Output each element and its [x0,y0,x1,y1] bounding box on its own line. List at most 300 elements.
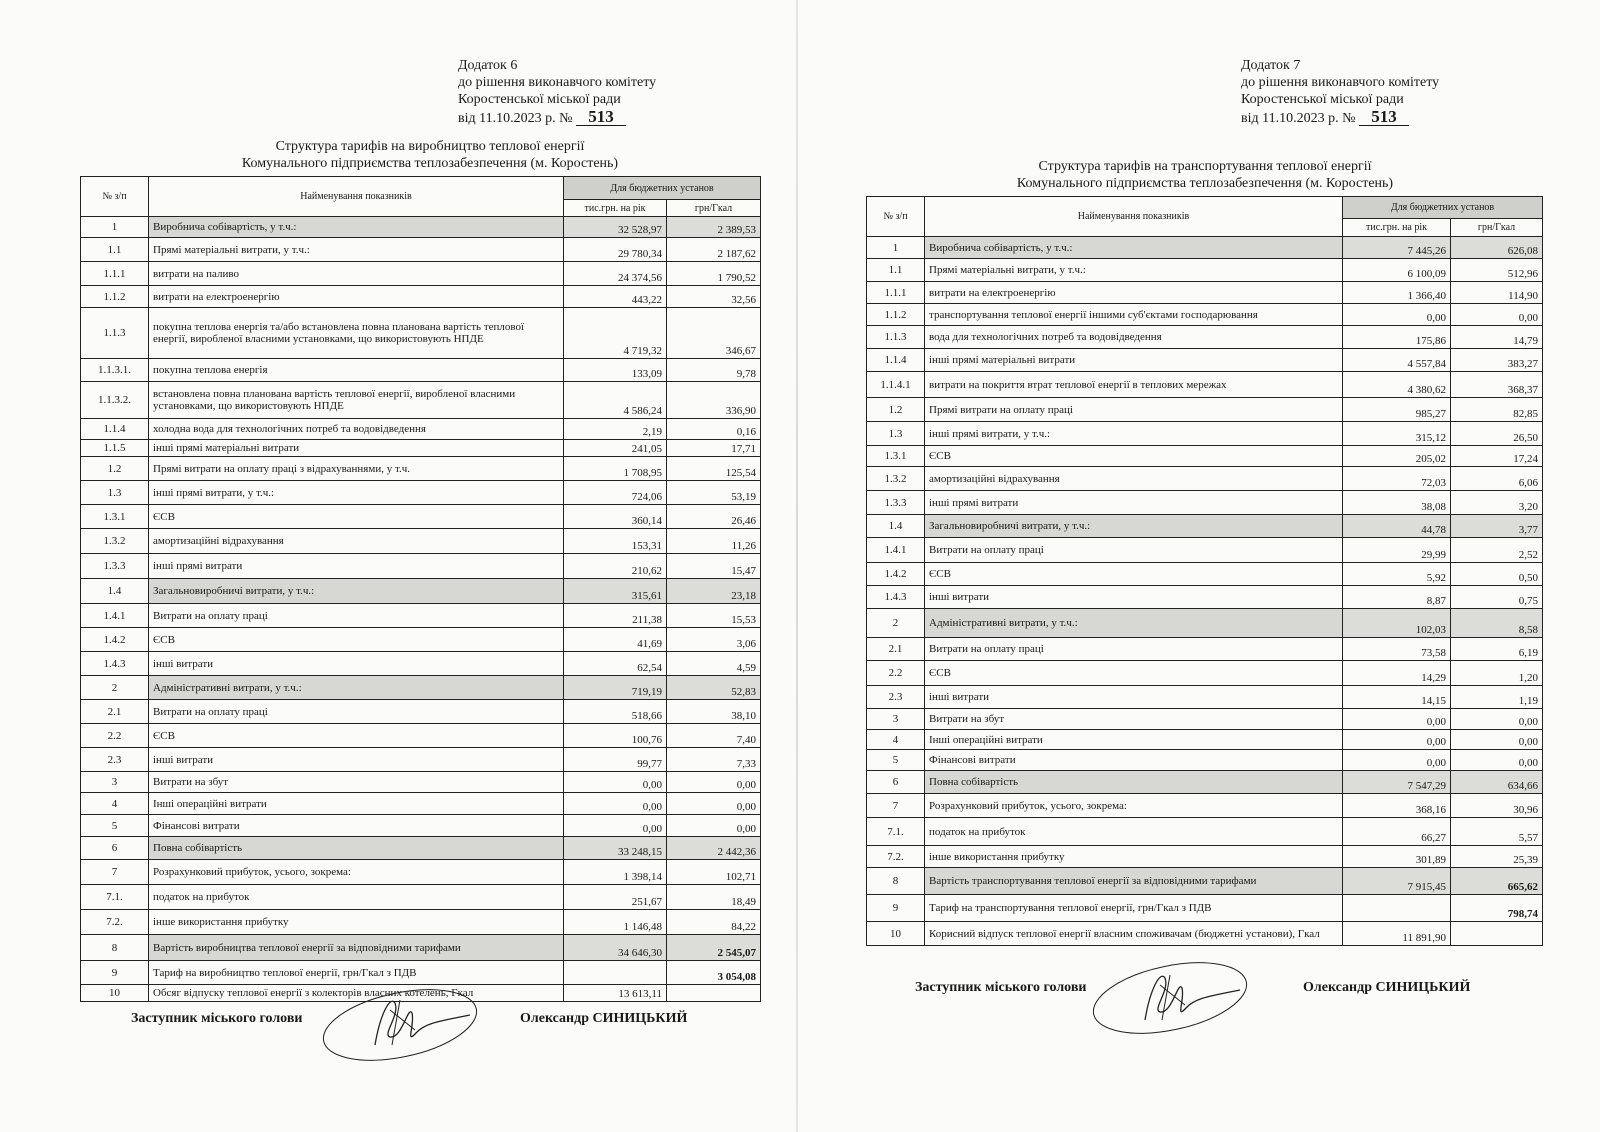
row-number: 7.1. [81,885,149,910]
row-value-uah-gcal: 0,00 [667,793,761,815]
row-number: 5 [867,750,925,771]
row-name: інші прямі витрати [925,491,1343,515]
row-number: 1.4.2 [81,628,149,652]
row-name: Фінансові витрати [149,815,564,837]
table-row [867,422,1543,446]
row-value-uah-gcal: 3,77 [1451,515,1543,538]
row-value-uah-gcal: 1,19 [1451,686,1543,709]
left-table-body [81,217,761,1002]
row-name: Загальновиробничі витрати, у т.ч.: [149,579,564,604]
left-addendum-date-line [458,108,656,127]
row-name: покупна теплова енергія [149,359,564,382]
table-row [867,491,1543,515]
row-value-thousand-uah: 315,12 [1343,422,1451,446]
row-number: 2.3 [867,686,925,709]
row-value-uah-gcal: 84,22 [667,910,761,935]
row-value-thousand-uah: 0,00 [564,772,667,793]
page-fold [796,0,798,1132]
row-number: 1.4.3 [867,586,925,609]
row-value-uah-gcal: 626,08 [1451,237,1543,259]
table-row [867,868,1543,895]
row-value-thousand-uah: 7 547,29 [1343,771,1451,794]
row-number: 2 [867,609,925,638]
row-name: податок на прибуток [925,818,1343,846]
row-number: 1.3.1 [81,505,149,529]
row-value-uah-gcal: 6,06 [1451,467,1543,491]
row-name: Вартість виробництва теплової енергії за відповідними тарифами [149,935,564,961]
row-number: 1.3 [867,422,925,446]
row-value-thousand-uah [564,961,667,985]
row-name: амортизаційні відрахування [149,529,564,554]
row-name: Повна собівартість [925,771,1343,794]
table-row [81,238,761,262]
row-number: 1.3 [81,481,149,505]
table-row [81,604,761,628]
row-number: 1.1 [81,238,149,262]
row-name: ЄСВ [149,505,564,529]
right-title-line: Структура тарифів на транспортування теплової енергії [1038,159,1372,174]
row-value-thousand-uah: 4 557,84 [1343,349,1451,372]
row-number: 1.1 [867,259,925,282]
row-value-uah-gcal: 0,00 [667,815,761,837]
right-addendum-line: до рішення виконавчого комітету [1241,75,1440,90]
row-name: транспортування теплової енергії іншими суб'єктами господарювання [925,304,1343,326]
row-value-uah-gcal: 25,39 [1451,846,1543,868]
row-number: 1.1.1 [81,262,149,286]
table-row [81,815,761,837]
row-number: 1.1.2 [867,304,925,326]
row-value-uah-gcal: 0,16 [667,419,761,440]
row-value-uah-gcal: 38,10 [667,700,761,724]
table-row [867,661,1543,686]
right-addendum-line: Додаток 7 [1241,58,1301,73]
row-name: Витрати на збут [149,772,564,793]
row-value-uah-gcal: 114,90 [1451,282,1543,304]
table-row [81,935,761,961]
row-name: Вартість транспортування теплової енергії за відповідними тарифами [925,868,1343,895]
row-value-uah-gcal: 8,58 [1451,609,1543,638]
table-row [867,515,1543,538]
table-row [81,676,761,700]
table-row [81,700,761,724]
row-number: 1.3.2 [867,467,925,491]
row-value-uah-gcal: 512,96 [1451,259,1543,282]
row-value-thousand-uah: 211,38 [564,604,667,628]
row-number: 2.3 [81,748,149,772]
row-value-uah-gcal [1451,922,1543,946]
header-thousand-uah: тис.грн. на рік [564,200,667,217]
row-name: Витрати на оплату праці [149,604,564,628]
table-row [81,286,761,308]
row-number: 4 [867,730,925,750]
row-number: 1.1.4 [867,349,925,372]
header-number: № з/п [81,177,149,217]
row-name: інші витрати [925,586,1343,609]
row-name: Фінансові витрати [925,750,1343,771]
row-number: 6 [81,837,149,860]
left-title-line: Структура тарифів на виробництво теплової енергії [275,139,585,154]
row-value-thousand-uah: 210,62 [564,554,667,579]
row-value-uah-gcal: 3,06 [667,628,761,652]
row-name: інші витрати [149,748,564,772]
row-name: Витрати на оплату праці [925,638,1343,661]
row-value-thousand-uah: 301,89 [1343,846,1451,868]
row-value-uah-gcal: 1 790,52 [667,262,761,286]
row-value-uah-gcal: 368,37 [1451,372,1543,398]
header-group: Для бюджетних установ [564,177,761,200]
table-row [81,529,761,554]
row-value-thousand-uah: 360,14 [564,505,667,529]
table-row [867,237,1543,259]
row-name: Інші операційні витрати [925,730,1343,750]
table-row [81,772,761,793]
row-value-thousand-uah: 153,31 [564,529,667,554]
row-value-thousand-uah: 0,00 [1343,730,1451,750]
header-name: Найменування показників [149,177,564,217]
table-row [867,538,1543,563]
header-uah-gcal: грн/Гкал [667,200,761,217]
row-value-uah-gcal: 18,49 [667,885,761,910]
table-row [867,794,1543,818]
row-number: 1 [867,237,925,259]
right-tariff-table [866,196,1543,946]
row-name: ЄСВ [925,661,1343,686]
row-value-uah-gcal: 17,24 [1451,446,1543,467]
row-value-uah-gcal: 3,20 [1451,491,1543,515]
row-value-uah-gcal: 2,52 [1451,538,1543,563]
row-value-uah-gcal: 9,78 [667,359,761,382]
row-value-uah-gcal: 125,54 [667,457,761,481]
row-name: Прямі матеріальні витрати, у т.ч.: [925,259,1343,282]
row-value-thousand-uah: 4 380,62 [1343,372,1451,398]
row-name: Прямі витрати на оплату праці [925,398,1343,422]
row-value-uah-gcal: 15,47 [667,554,761,579]
row-value-uah-gcal: 30,96 [1451,794,1543,818]
table-row [867,349,1543,372]
row-number: 1.3.2 [81,529,149,554]
table-row [81,628,761,652]
row-value-uah-gcal: 26,50 [1451,422,1543,446]
row-value-thousand-uah: 66,27 [1343,818,1451,846]
row-value-uah-gcal: 7,40 [667,724,761,748]
table-row [81,885,761,910]
row-value-thousand-uah: 985,27 [1343,398,1451,422]
row-name: Прямі витрати на оплату праці з відрахуваннями, у т.ч. [149,457,564,481]
row-value-thousand-uah: 13 613,11 [564,985,667,1002]
row-number: 2 [81,676,149,700]
row-value-uah-gcal: 0,00 [1451,750,1543,771]
table-row [867,686,1543,709]
row-value-thousand-uah: 29,99 [1343,538,1451,563]
row-name: інші прямі матеріальні витрати [925,349,1343,372]
row-value-thousand-uah: 41,69 [564,628,667,652]
right-signature [1090,950,1260,1040]
row-value-thousand-uah: 11 891,90 [1343,922,1451,946]
table-row [81,481,761,505]
row-value-thousand-uah: 38,08 [1343,491,1451,515]
row-name: Тариф на виробництво теплової енергії, грн/Гкал з ПДВ [149,961,564,985]
table-row [81,262,761,286]
table-row [81,359,761,382]
row-value-thousand-uah: 4 719,32 [564,308,667,359]
row-value-thousand-uah: 7 915,45 [1343,868,1451,895]
row-number: 10 [867,922,925,946]
right-table-body [867,237,1543,946]
row-name: податок на прибуток [149,885,564,910]
table-row [81,554,761,579]
table-row [81,652,761,676]
row-value-uah-gcal: 52,83 [667,676,761,700]
row-name: Повна собівартість [149,837,564,860]
table-row [867,259,1543,282]
row-name: Розрахунковий прибуток, усього, зокрема: [925,794,1343,818]
right-signer-title: Заступник міського голови [915,980,1087,995]
row-value-thousand-uah: 102,03 [1343,609,1451,638]
right-title-line: Комунального підприємства теплозабезпечення (м. Коростень) [1016,176,1394,191]
row-number: 5 [81,815,149,837]
row-value-uah-gcal: 336,90 [667,382,761,419]
left-title [180,138,680,172]
row-number: 2.2 [867,661,925,686]
row-number: 2.1 [867,638,925,661]
table-row [867,709,1543,730]
table-row [867,563,1543,586]
row-name: витрати на електроенергію [925,282,1343,304]
row-value-uah-gcal: 102,71 [667,860,761,885]
row-number: 1.2 [81,457,149,481]
row-value-thousand-uah: 1 708,95 [564,457,667,481]
table-row [867,446,1543,467]
table-row [81,860,761,885]
row-value-thousand-uah: 73,58 [1343,638,1451,661]
table-row [867,372,1543,398]
row-number: 1.3.1 [867,446,925,467]
row-value-uah-gcal: 5,57 [1451,818,1543,846]
row-value-thousand-uah: 32 528,97 [564,217,667,238]
row-number: 8 [867,868,925,895]
row-number: 1.4.2 [867,563,925,586]
table-row [81,837,761,860]
row-value-thousand-uah: 62,54 [564,652,667,676]
table-row [81,382,761,419]
row-number: 2.2 [81,724,149,748]
table-row [81,505,761,529]
row-value-uah-gcal: 2 545,07 [667,935,761,961]
row-value-uah-gcal: 4,59 [667,652,761,676]
row-number: 1.4.1 [867,538,925,563]
row-value-thousand-uah: 0,00 [564,793,667,815]
row-number: 1.1.4 [81,419,149,440]
row-name: Виробнича собівартість, у т.ч.: [149,217,564,238]
row-name: Обсяг відпуску теплової енергії з колекторів власних котелень, Гкал [149,985,564,1002]
row-name: Тариф на транспортування теплової енергії, грн/Гкал з ПДВ [925,895,1343,922]
right-signer-name: Олександр СИНИЦЬКИЙ [1303,980,1471,995]
row-value-thousand-uah: 5,92 [1343,563,1451,586]
header-thousand-uah: тис.грн. на рік [1343,219,1451,237]
row-number: 1.4 [867,515,925,538]
row-value-thousand-uah: 4 586,24 [564,382,667,419]
row-number: 7 [867,794,925,818]
row-number: 7.2. [81,910,149,935]
table-row [867,895,1543,922]
row-name: ЄСВ [925,446,1343,467]
row-value-thousand-uah: 7 445,26 [1343,237,1451,259]
row-value-uah-gcal: 2 187,62 [667,238,761,262]
row-name: Витрати на оплату праці [149,700,564,724]
row-value-uah-gcal: 0,00 [1451,709,1543,730]
right-addendum-block [1241,57,1439,127]
row-value-uah-gcal: 0,50 [1451,563,1543,586]
table-row [81,457,761,481]
row-value-thousand-uah: 2,19 [564,419,667,440]
row-value-thousand-uah: 100,76 [564,724,667,748]
row-value-thousand-uah: 29 780,34 [564,238,667,262]
row-name: інші прямі витрати [149,554,564,579]
row-value-thousand-uah: 443,22 [564,286,667,308]
row-name: амортизаційні відрахування [925,467,1343,491]
left-addendum-date: від 11.10.2023 р. № [458,111,573,126]
row-number: 1.4 [81,579,149,604]
header-name: Найменування показників [925,197,1343,237]
row-value-thousand-uah: 44,78 [1343,515,1451,538]
row-value-thousand-uah: 0,00 [564,815,667,837]
row-number: 9 [867,895,925,922]
row-name: Виробнича собівартість, у т.ч.: [925,237,1343,259]
row-number: 3 [81,772,149,793]
row-value-thousand-uah: 1 398,14 [564,860,667,885]
right-addendum-line: Коростенської міської ради [1241,92,1404,107]
table-row [867,586,1543,609]
row-number: 1.1.3.1. [81,359,149,382]
row-value-thousand-uah: 0,00 [1343,709,1451,730]
row-value-thousand-uah: 205,02 [1343,446,1451,467]
row-value-thousand-uah: 8,87 [1343,586,1451,609]
row-value-uah-gcal: 383,27 [1451,349,1543,372]
row-value-thousand-uah: 133,09 [564,359,667,382]
row-name: Адміністративні витрати, у т.ч.: [925,609,1343,638]
table-row [81,910,761,935]
table-row [81,308,761,359]
row-name: ЄСВ [925,563,1343,586]
row-name: інші прямі матеріальні витрати [149,440,564,457]
row-value-thousand-uah: 1 146,48 [564,910,667,935]
row-number: 1.1.4.1 [867,372,925,398]
row-name: Витрати на оплату праці [925,538,1343,563]
table-row [867,846,1543,868]
row-number: 1.1.5 [81,440,149,457]
row-value-uah-gcal: 32,56 [667,286,761,308]
row-value-uah-gcal: 1,20 [1451,661,1543,686]
row-number: 7.2. [867,846,925,868]
row-value-uah-gcal: 7,33 [667,748,761,772]
table-row [867,398,1543,422]
row-name: холодна вода для технологічних потреб та водовідведення [149,419,564,440]
row-value-thousand-uah: 72,03 [1343,467,1451,491]
left-addendum-line: Додаток 6 [458,58,518,73]
table-row [81,419,761,440]
row-number: 10 [81,985,149,1002]
left-addendum-number: 513 [576,108,626,126]
row-number: 8 [81,935,149,961]
row-name: інші прямі витрати, у т.ч.: [149,481,564,505]
row-value-uah-gcal: 2 389,53 [667,217,761,238]
row-name: інші прямі витрати, у т.ч.: [925,422,1343,446]
row-value-thousand-uah: 719,19 [564,676,667,700]
row-value-uah-gcal: 26,46 [667,505,761,529]
row-name: витрати на покриття втрат теплової енергії в теплових мережах [925,372,1343,398]
row-value-thousand-uah: 1 366,40 [1343,282,1451,304]
row-value-uah-gcal: 53,19 [667,481,761,505]
left-signature [320,975,490,1065]
row-value-thousand-uah: 24 374,56 [564,262,667,286]
table-row [867,730,1543,750]
row-value-uah-gcal: 665,62 [1451,868,1543,895]
left-addendum-line: до рішення виконавчого комітету [458,75,657,90]
row-number: 1.1.3 [81,308,149,359]
table-row [867,818,1543,846]
left-signer-name: Олександр СИНИЦЬКИЙ [520,1011,688,1026]
row-value-thousand-uah: 34 646,30 [564,935,667,961]
header-group: Для бюджетних установ [1343,197,1543,219]
left-signer-title: Заступник міського голови [131,1011,303,1026]
table-row [867,771,1543,794]
right-addendum-date-line [1241,108,1439,127]
row-value-thousand-uah: 241,05 [564,440,667,457]
row-name: вода для технологічних потреб та водовідведення [925,326,1343,349]
row-number: 2.1 [81,700,149,724]
table-row [867,282,1543,304]
row-value-thousand-uah: 0,00 [1343,304,1451,326]
row-number: 1.1.3 [867,326,925,349]
row-name: ЄСВ [149,628,564,652]
row-value-thousand-uah: 33 248,15 [564,837,667,860]
right-addendum-number: 513 [1359,108,1409,126]
row-number: 1.1.2 [81,286,149,308]
row-value-thousand-uah: 251,67 [564,885,667,910]
row-value-thousand-uah: 0,00 [1343,750,1451,771]
left-addendum-line: Коростенської міської ради [458,92,621,107]
table-row [81,748,761,772]
row-value-uah-gcal: 14,79 [1451,326,1543,349]
row-value-uah-gcal [667,985,761,1002]
header-number: № з/п [867,197,925,237]
row-value-uah-gcal: 6,19 [1451,638,1543,661]
row-number: 1.2 [867,398,925,422]
bleed-through-right [880,40,1130,140]
right-addendum-date: від 11.10.2023 р. № [1241,111,1356,126]
row-value-thousand-uah: 14,29 [1343,661,1451,686]
row-name: Адміністративні витрати, у т.ч.: [149,676,564,700]
row-number: 3 [867,709,925,730]
row-name: інші витрати [149,652,564,676]
row-value-uah-gcal: 0,00 [1451,304,1543,326]
row-value-uah-gcal: 15,53 [667,604,761,628]
row-value-uah-gcal: 23,18 [667,579,761,604]
row-number: 1.1.3.2. [81,382,149,419]
row-value-thousand-uah [1343,895,1451,922]
table-row [81,724,761,748]
row-name: Корисний відпуск теплової енергії власним споживачам (бюджетні установи), Гкал [925,922,1343,946]
row-value-uah-gcal: 0,75 [1451,586,1543,609]
row-value-uah-gcal: 0,00 [1451,730,1543,750]
row-value-uah-gcal: 634,66 [1451,771,1543,794]
row-value-thousand-uah: 6 100,09 [1343,259,1451,282]
row-number: 1.3.3 [81,554,149,579]
row-value-thousand-uah: 518,66 [564,700,667,724]
row-value-thousand-uah: 14,15 [1343,686,1451,709]
table-row [867,922,1543,946]
row-number: 1.1.1 [867,282,925,304]
